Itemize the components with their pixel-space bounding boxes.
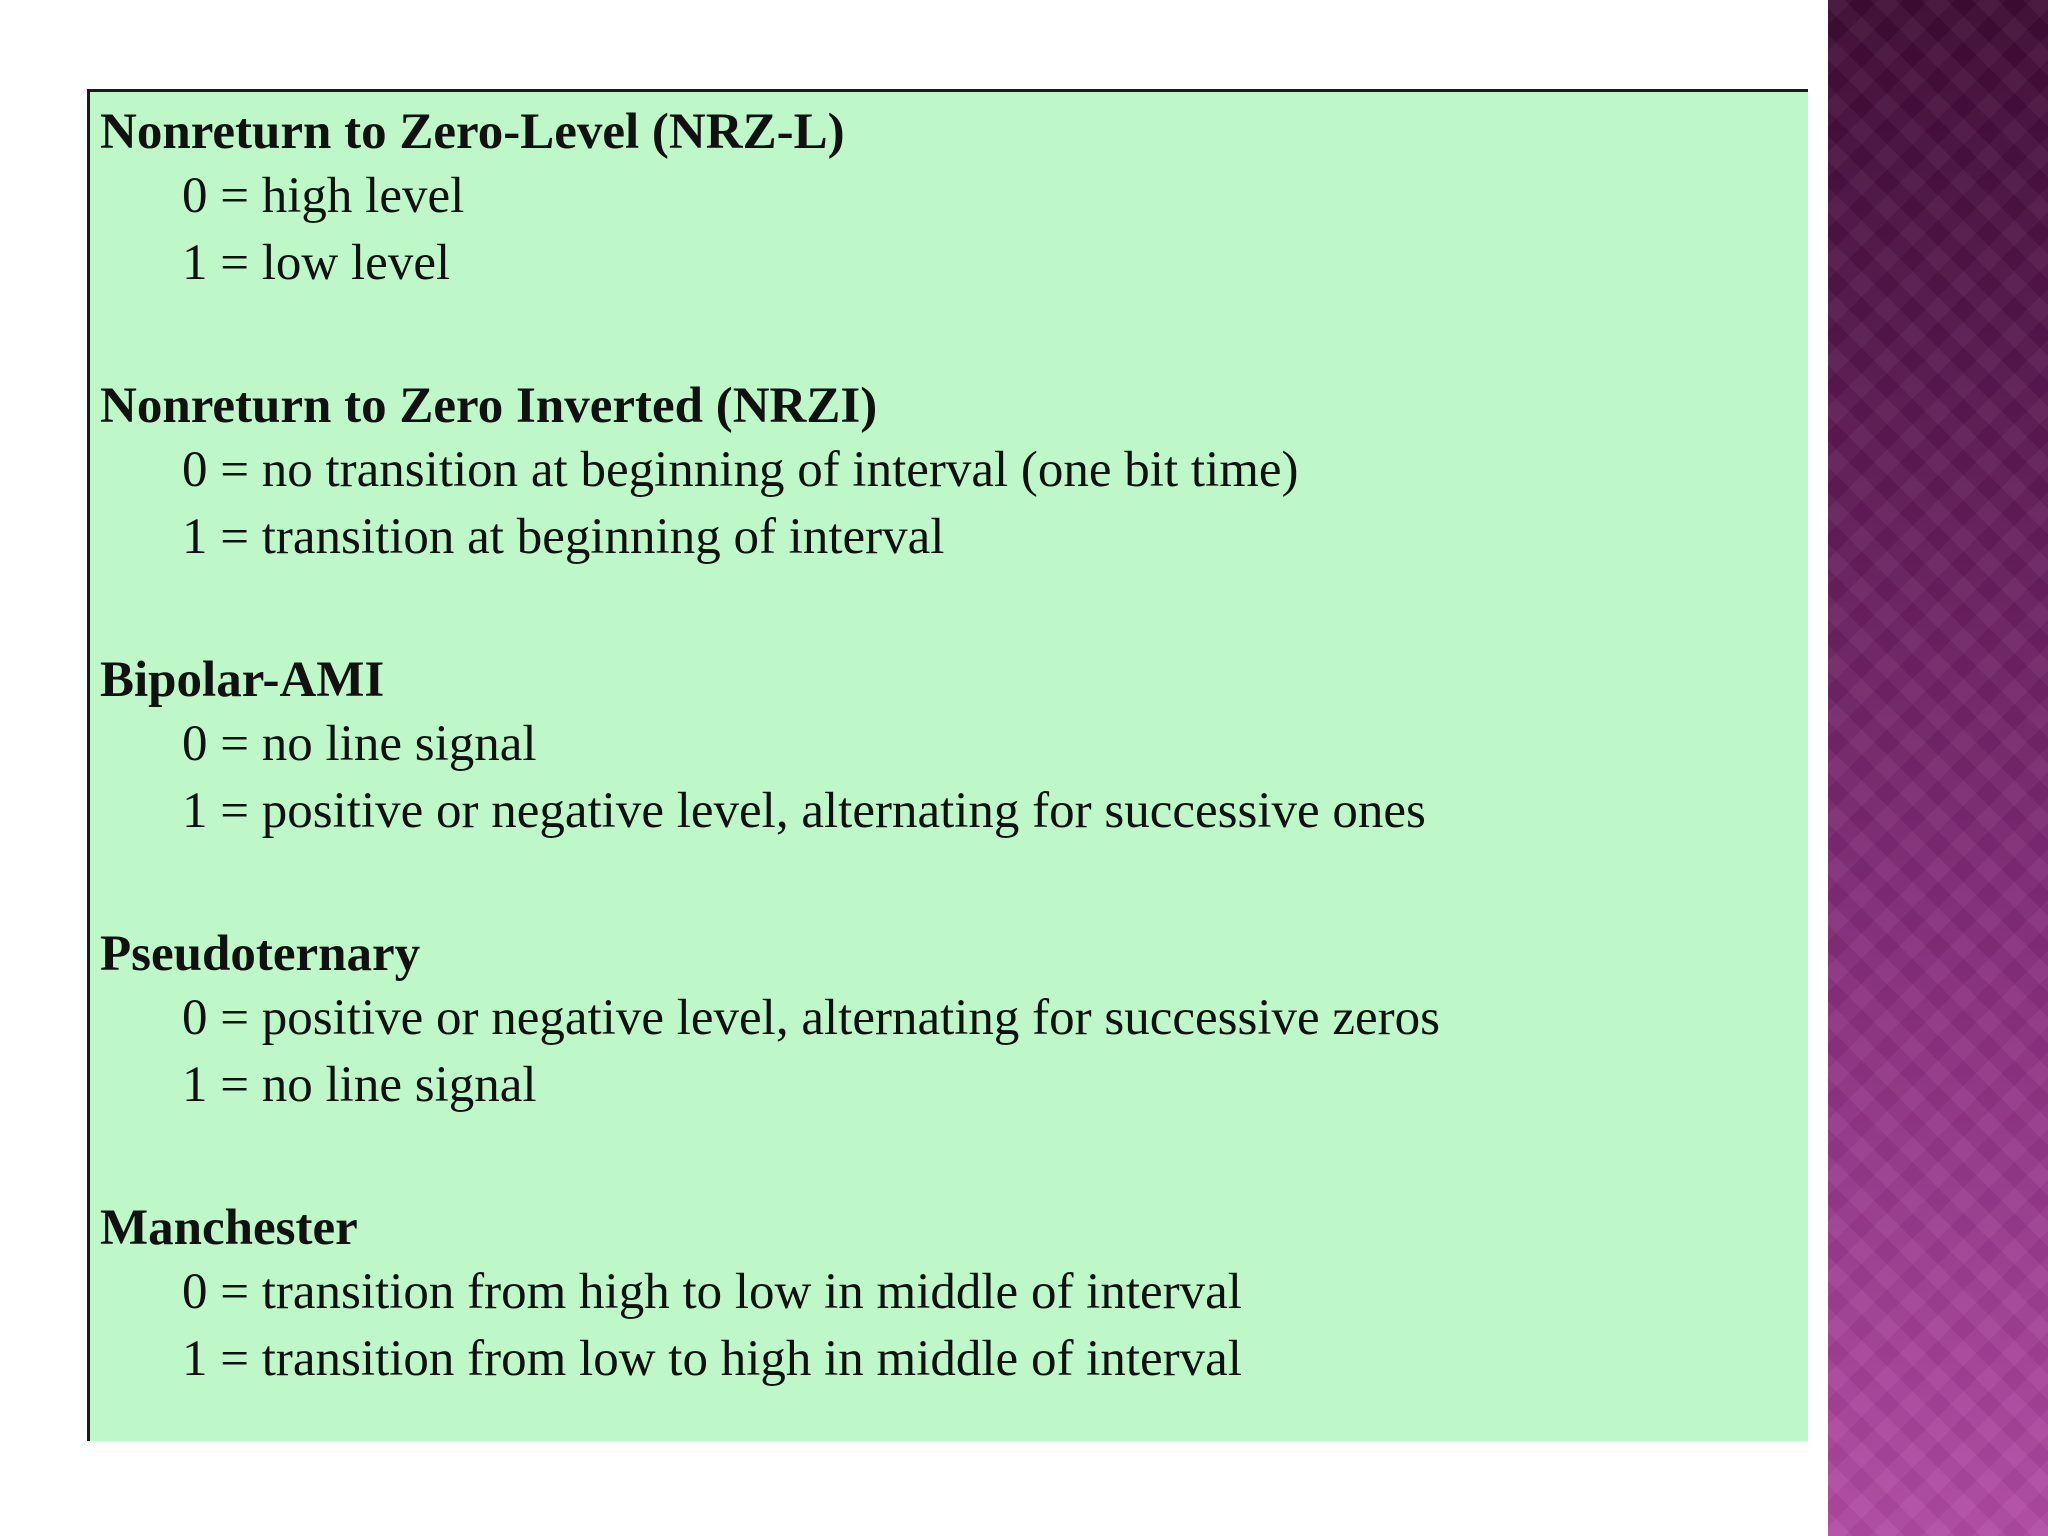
decorative-side-band [1828, 0, 2048, 1536]
section-heading: Nonreturn to Zero Inverted (NRZI) [100, 378, 878, 434]
section-bipolar-ami [90, 649, 1808, 845]
definition-line: 1 = positive or negative level, alternating for successive ones [182, 783, 1426, 839]
definition-line: 1 = transition at beginning of interval [182, 509, 945, 565]
definition-line: 1 = no line signal [182, 1057, 537, 1113]
definition-line: 0 = transition from high to low in middle of interval [182, 1264, 1242, 1320]
section-heading: Nonreturn to Zero-Level (NRZ-L) [100, 104, 845, 160]
encoding-definitions-panel [87, 89, 1808, 1441]
section-heading: Manchester [100, 1200, 358, 1256]
section-manchester [90, 1197, 1808, 1393]
section-heading: Bipolar-AMI [100, 652, 385, 708]
definition-line: 0 = no transition at beginning of interval (one bit time) [182, 442, 1299, 498]
definition-line: 0 = high level [182, 168, 465, 224]
definition-line: 1 = low level [182, 235, 451, 291]
definition-line: 0 = no line signal [182, 716, 537, 772]
section-nrzi [90, 375, 1808, 571]
section-pseudoternary [90, 923, 1808, 1119]
section-nrz-l [90, 101, 1808, 297]
definition-line: 0 = positive or negative level, alternating for successive zeros [182, 990, 1440, 1046]
section-heading: Pseudoternary [100, 926, 421, 982]
definition-line: 1 = transition from low to high in middle of interval [182, 1331, 1242, 1387]
